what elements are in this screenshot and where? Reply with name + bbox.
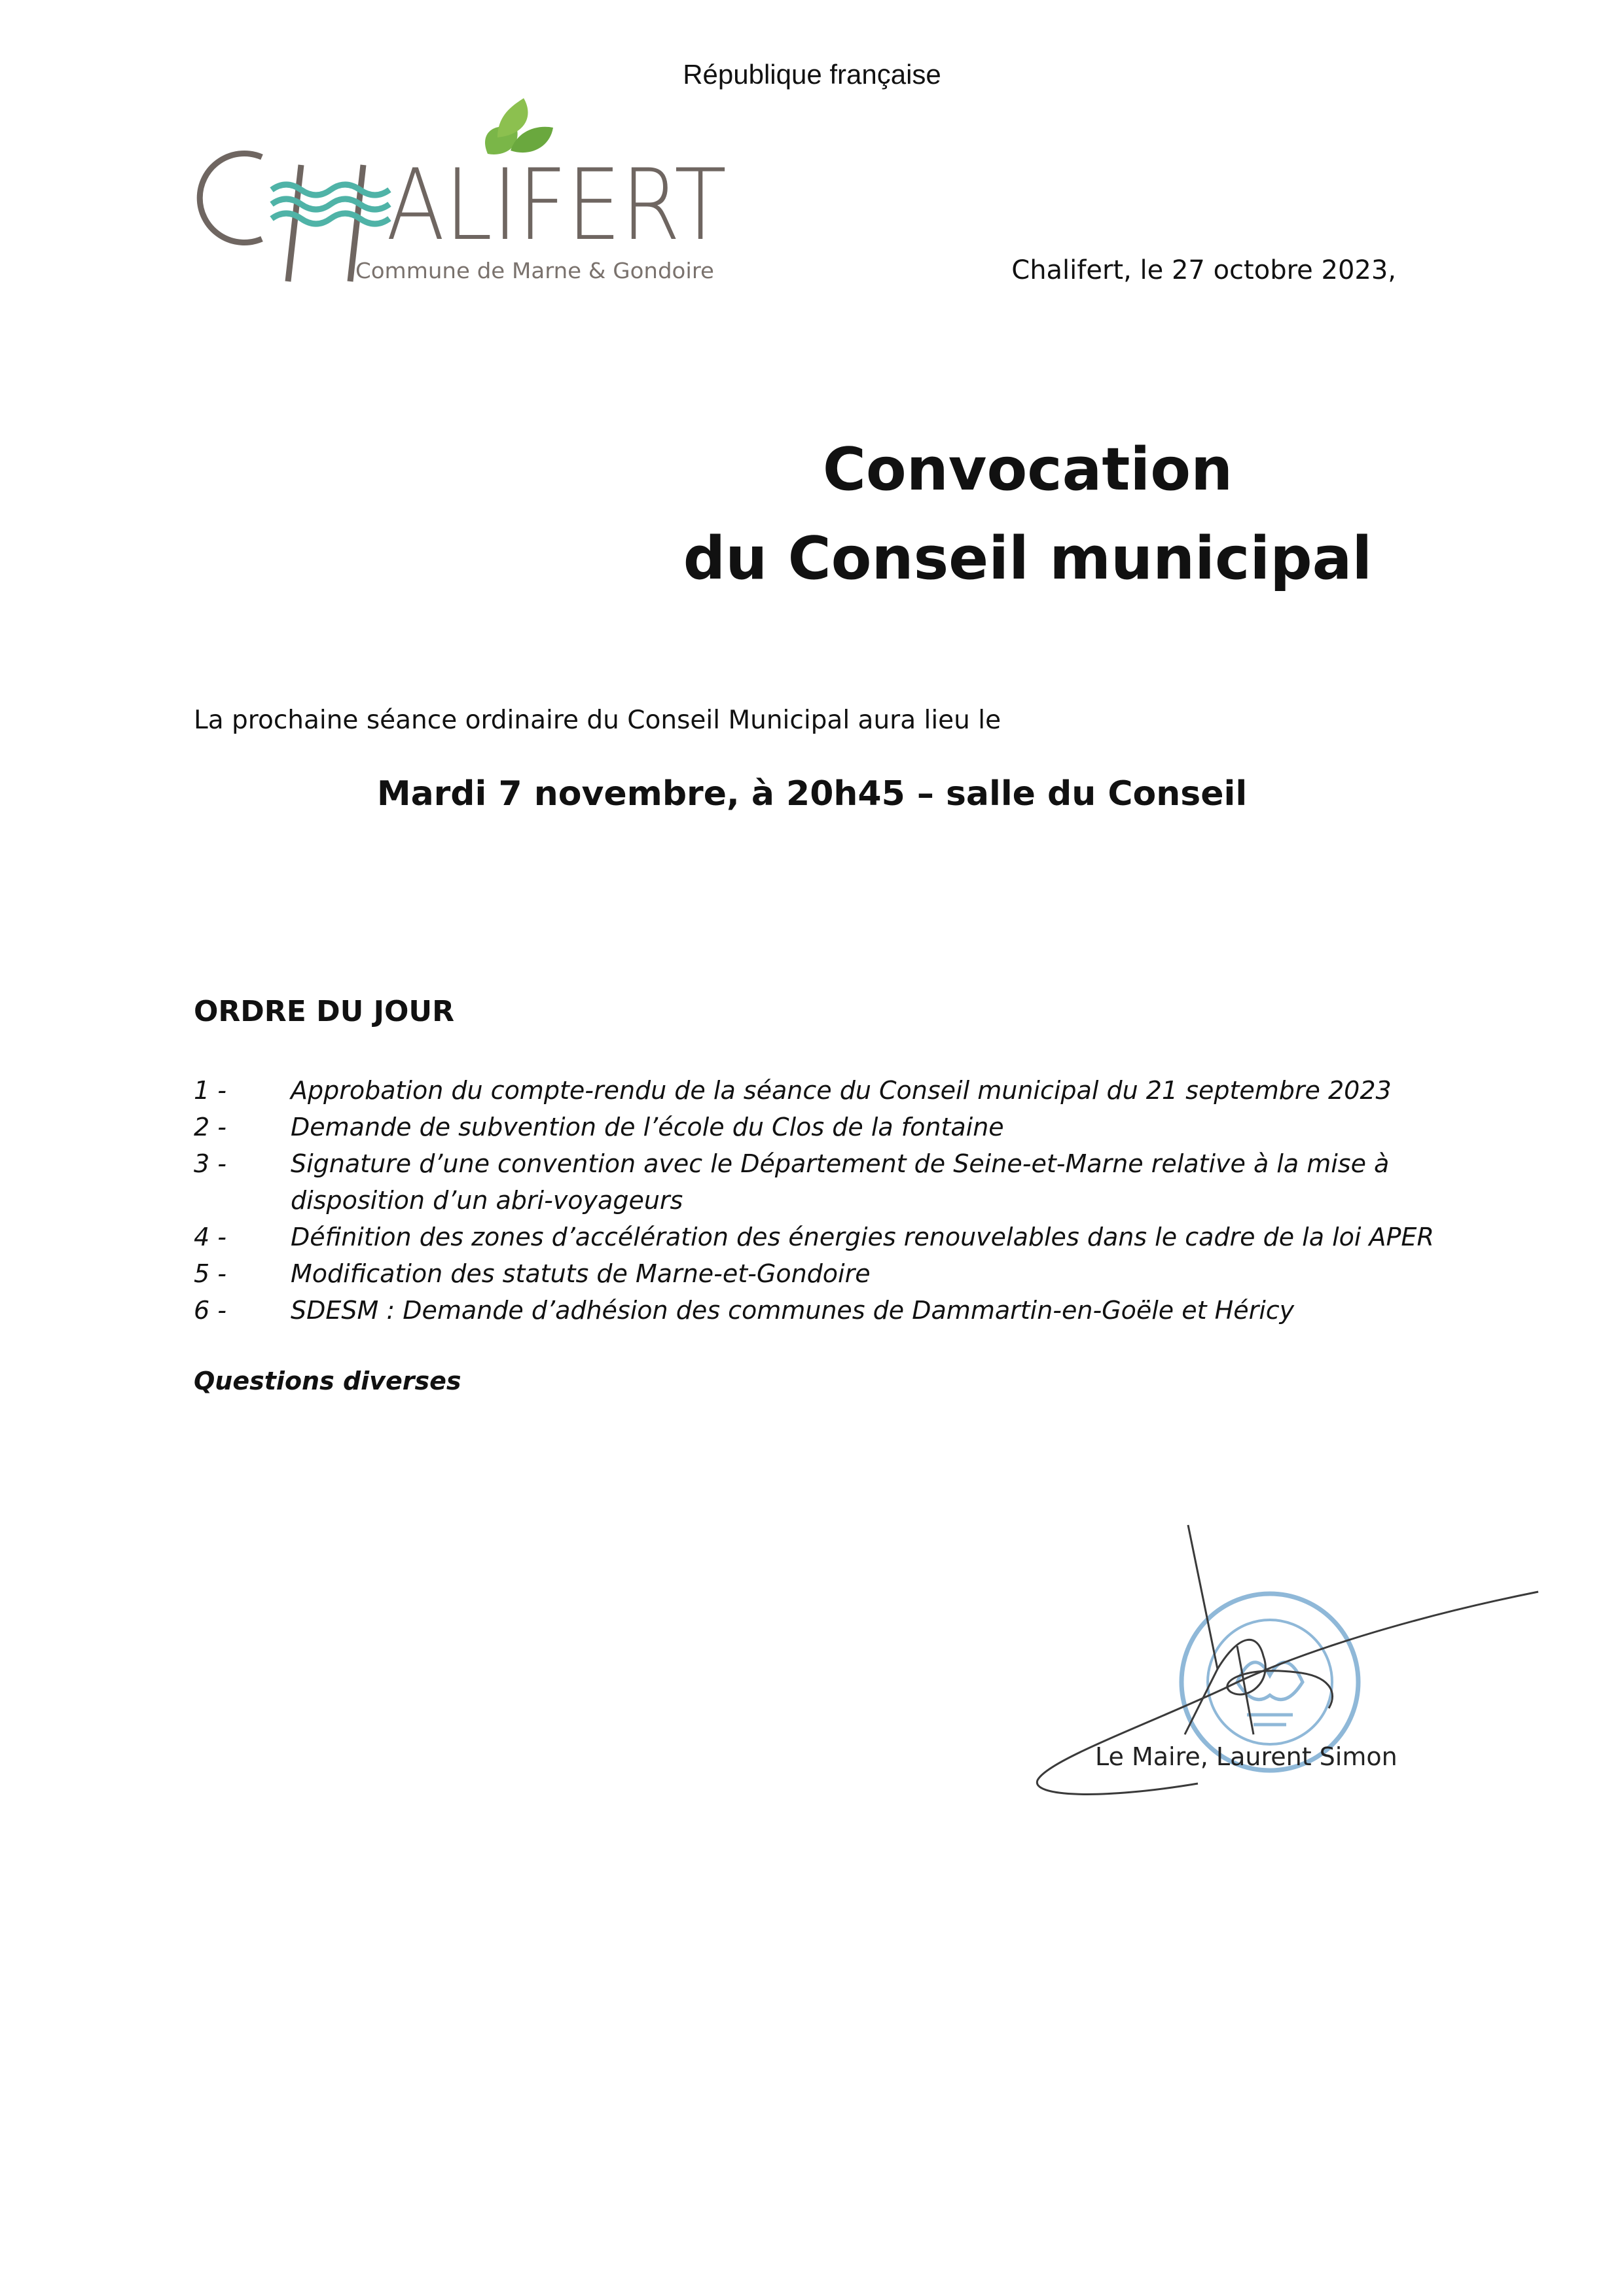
signature-block (1021, 1518, 1558, 1806)
republique-label: République française (683, 59, 941, 90)
agenda-item (194, 1145, 1437, 1219)
agenda-item (194, 1292, 1437, 1329)
agenda-text: Définition des zones d’accélération des énergies renouvelables dans le cadre de la loi APER (291, 1223, 1434, 1251)
meeting-datetime: Mardi 7 novembre, à 20h45 – salle du Conseil (376, 774, 1248, 814)
agenda-item (194, 1109, 1437, 1145)
agenda-text: Approbation du compte-rendu de la séance du Conseil municipal du 21 septembre 2023 (291, 1076, 1392, 1105)
agenda-number: 3 - (194, 1149, 226, 1178)
logo-tagline: Commune de Marne & Gondoire (355, 258, 714, 283)
agenda-text: Modification des statuts de Marne-et-Gondoire (291, 1259, 871, 1288)
leaves-icon (485, 98, 553, 154)
agenda-number: 5 - (194, 1259, 226, 1288)
agenda-text: Signature d’une convention avec le Département de Seine-et-Marne relative à la mise à disposition d’un abri-voyageurs (291, 1149, 1390, 1215)
agenda-text: SDESM : Demande d’adhésion des communes de Dammartin-en-Goële et Héricy (291, 1296, 1295, 1325)
agenda-number: 2 - (194, 1113, 226, 1141)
agenda-number: 1 - (194, 1076, 226, 1105)
questions-diverses: Questions diverses (194, 1367, 461, 1395)
date-line: Chalifert, le 27 octobre 2023, (1011, 255, 1396, 285)
commune-logo (190, 92, 733, 288)
agenda-item (194, 1219, 1437, 1255)
intro-text: La prochaine séance ordinaire du Conseil Municipal aura lieu le (194, 706, 1001, 735)
waves-icon (272, 185, 389, 224)
title-line-1: Convocation (822, 435, 1233, 504)
agenda-list (194, 1072, 1437, 1329)
agenda-item (194, 1255, 1437, 1292)
agenda-text: Demande de subvention de l’école du Clos de la fontaine (291, 1113, 1004, 1141)
agenda-heading: ORDRE DU JOUR (194, 995, 455, 1028)
document-title (655, 425, 1401, 603)
agenda-item (194, 1072, 1437, 1109)
title-line-2: du Conseil municipal (683, 524, 1373, 593)
agenda-number: 4 - (194, 1223, 226, 1251)
signer-name: Le Maire, Laurent Simon (1095, 1742, 1398, 1771)
agenda-number: 6 - (194, 1296, 226, 1325)
logo-wordmark: ALIFERT (386, 149, 727, 262)
